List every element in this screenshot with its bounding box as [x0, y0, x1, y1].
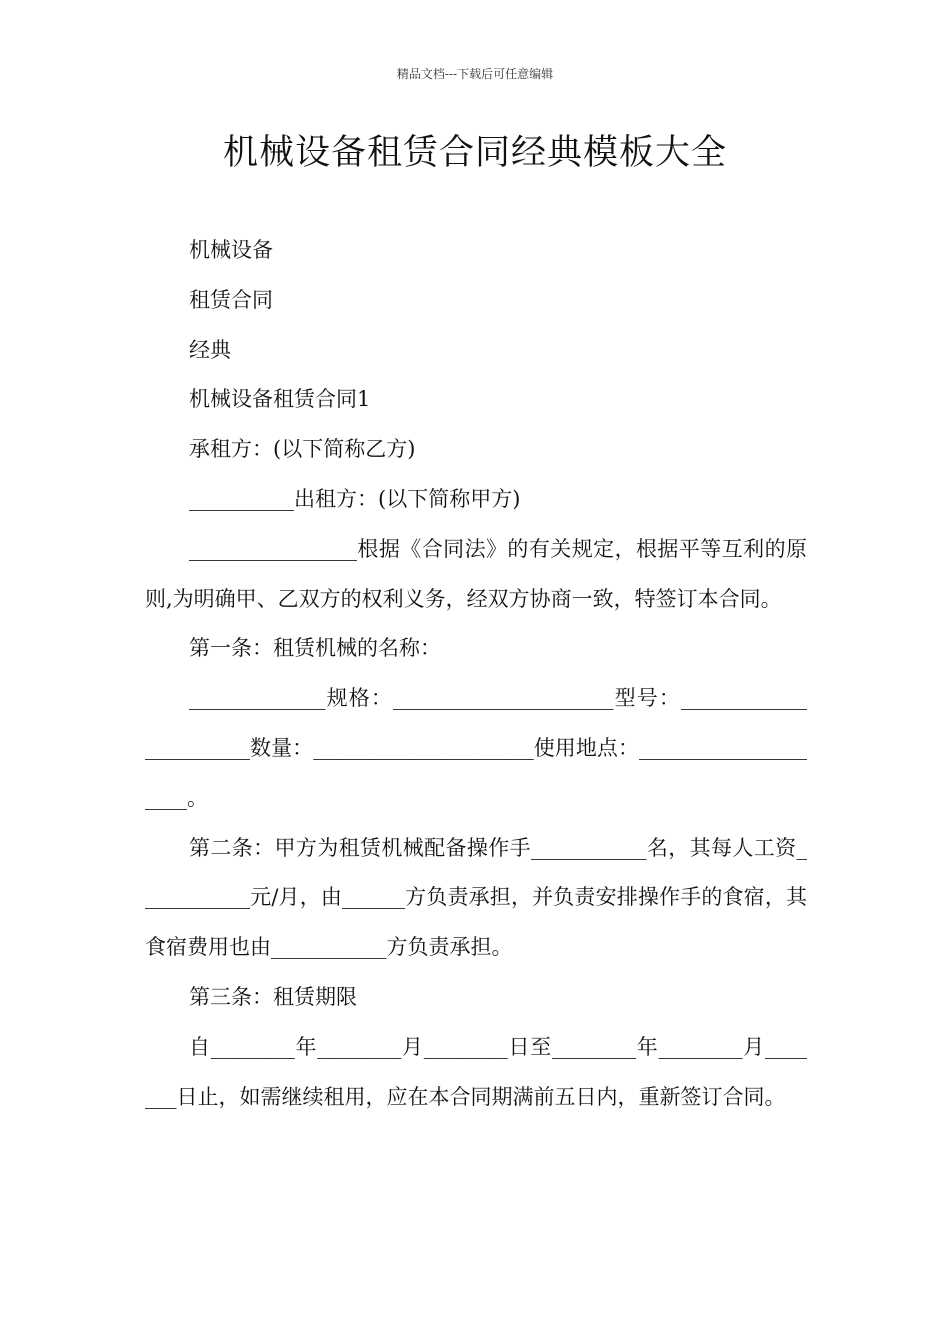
paragraph-lessee: 承租方：(以下简称乙方)	[189, 437, 416, 462]
paragraph-keyword-1: 机械设备	[189, 238, 273, 262]
paragraph-preamble: ________________根据《合同法》的有关规定，根据平等互利的原则,为明确甲、乙双方的权利义务，经双方协商一致，特签订本合同。	[145, 536, 807, 611]
document-title: 机械设备租赁合同经典模板大全	[222, 133, 727, 173]
paragraph-keyword-2: 租赁合同	[189, 287, 273, 312]
paragraph-article-1: 第一条：租赁机械的名称：	[189, 636, 441, 661]
paragraph-article-1-fields: _____________规格：_____________________型号：______________________数量：_____________________使用地点：____________________。	[145, 686, 807, 810]
paragraph-article-3-term: 自________年________月________日至________年________月_______日止，如需继续租用，应在本合同期满前五日内，重新签订合同。	[145, 1034, 807, 1109]
paragraph-keyword-3: 经典	[189, 337, 231, 362]
page-header: 精品文档---下载后可任意编辑	[396, 67, 554, 81]
paragraph-article-2: 第二条：甲方为租赁机械配备操作手___________名，其每人工资___________元/月，由______方负责承担，并负责安排操作手的食宿，其食宿费用也由___________方负责承担。	[145, 835, 807, 960]
document-body	[145, 226, 807, 1122]
paragraph-contract-heading: 机械设备租赁合同1	[189, 387, 371, 412]
paragraph-article-3: 第三条：租赁期限	[189, 984, 357, 1009]
paragraph-lessor: __________出租方：(以下简称甲方)	[189, 486, 521, 511]
